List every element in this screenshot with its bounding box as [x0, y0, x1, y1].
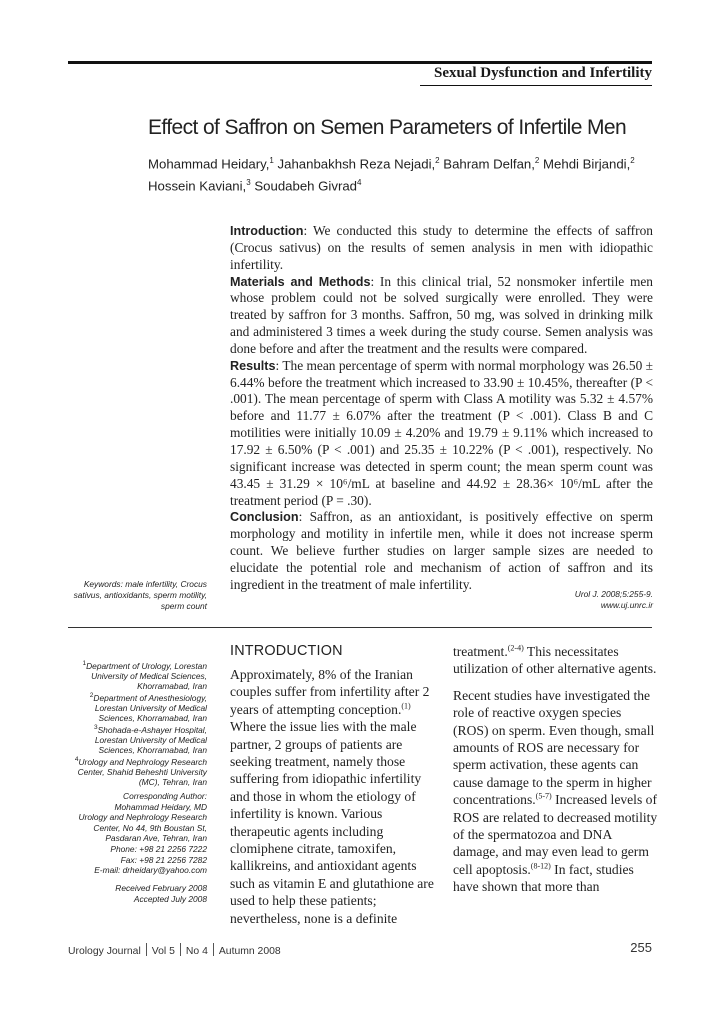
body-text: treatment. [453, 644, 508, 659]
affiliation-text: Shohada-e-Ashayer Hospital, Lorestan University of Medical Sciences, Khorramabad, Iran [94, 724, 207, 756]
affiliation-number: 4 [74, 756, 79, 764]
abstract-heading: Conclusion [230, 510, 299, 525]
article-title: Effect of Saffron on Semen Parameters of Infertile Men [148, 116, 627, 139]
abstract-heading: Introduction [230, 224, 304, 238]
corresponding-line: Phone: +98 21 2256 7222 [110, 843, 207, 854]
body-column-left [230, 666, 435, 927]
affiliation-number: 3 [93, 724, 98, 732]
footer-journal: Urology Journal [68, 946, 141, 957]
body-column-right [453, 643, 658, 896]
abstract-text: : The mean percentage of sperm with normal morphology was 26.50 ± 6.44% before the treatment which increased to 33.90 ± 10.45%, thereafter (P < .001). The mean percentage of sperm with Class A motility was 5.32 ± 4.57% before and 11.77 ± 6.07% after the treatment (P < .001). Class B and C motilities were initially 10.09 ± 4.20% and 19.79 ± 9.11% which increased to 17.92 ± 6.50% (P < .001) and 25.35 ± 10.22% (P < .001), respectively. No significant increase was detected in sperm count; the mean sperm count was 43.45 ± 31.29 × 10⁶/mL at baseline and 44.92 ± 28.36× 10⁶/mL after the treatment period (P = .30). [230, 357, 653, 508]
author: Jahanbakhsh Reza Nejadi, [277, 156, 436, 172]
citation [460, 589, 653, 611]
corresponding-line: Corresponding Author: [123, 791, 207, 801]
body-text: In fact, studies have shown that more than [453, 861, 634, 895]
abstract-introduction [230, 223, 653, 274]
author: Hossein Kaviani, [148, 178, 247, 194]
author-affiliation-mark: 2 [534, 156, 540, 165]
affiliation-text: Department of Anesthesiology, Lorestan University of Medical Sciences, Khorramabad, Iran [93, 692, 207, 724]
section-label: Sexual Dysfunction and Infertility [434, 65, 652, 81]
author-affiliation-mark: 2 [630, 156, 635, 165]
corresponding-email[interactable]: E-mail: drheidary@yahoo.com [94, 865, 207, 876]
abstract-heading: Materials and Methods [230, 274, 371, 289]
affiliations [68, 659, 207, 787]
corresponding-line: Mohammad Heidary, MD [114, 801, 207, 812]
citation-ref[interactable]: (1) [401, 701, 411, 711]
abstract-methods [230, 274, 653, 358]
introduction-heading: INTRODUCTION [230, 643, 343, 659]
corresponding-line: Urology and Nephrology Research [78, 812, 207, 823]
affiliation-number: 2 [89, 692, 94, 700]
citation-ref[interactable]: (5-7) [535, 791, 552, 801]
article-dates [68, 883, 207, 905]
affiliation-item [68, 755, 207, 787]
footer-number: No 4 [185, 946, 208, 957]
body-paragraph [230, 666, 435, 927]
affiliation-text: Department of Urology, Lorestan University of Medical Sciences, Khorramabad, Iran [86, 660, 207, 691]
citation-ref[interactable]: (8-12) [530, 861, 551, 871]
author: Soudabeh Givrad [254, 178, 358, 194]
body-text: Increased levels of ROS are related to decreased motility of the spermatozoa and DNA damage, and may even lead to germ cell apoptosis. [453, 792, 658, 877]
body-text: Where the issue lies with the male partner, 2 groups of patients are seeking treatment, namely those suffering from idiopathic infertility and those in whom the etiology of infertility is known. Various therapeutic agents including clomiphene citrate, tamoxifen, kallikreins, and antioxidant agents such as vitamin E and glutathione are used to help these patients; nevertheless, none is a definite [230, 719, 434, 926]
author-affiliation-mark: 2 [435, 156, 440, 165]
affiliation-item [68, 691, 207, 723]
affiliation-item [68, 723, 207, 755]
page-number: 255 [630, 940, 652, 955]
citation-reference: Urol J. 2008;5:255-9. [574, 589, 653, 599]
body-paragraph [453, 643, 658, 678]
abstract-text: : We conducted this study to determine the effects of saffron (Crocus sativus) on the results of semen analysis in men with idiopathic infertility. [230, 223, 653, 272]
abstract-text: : Saffron, as an antioxidant, is positively effective on sperm morphology and motility in infertile men, while it does not increase sperm count. We believe further studies on larger sample sizes are needed to elucidate the potential role and mechanism of action of saffron and its ingredient in the treatment of male infertility. [230, 509, 653, 592]
affiliation-text: Urology and Nephrology Research Center, Shahid Beheshti University (MC), Tehran, Iran [77, 757, 207, 788]
section-divider [68, 627, 652, 628]
author-list [148, 151, 668, 196]
abstract [230, 223, 653, 594]
footer-volume: Vol 5 [151, 946, 175, 957]
body-text: Approximately, 8% of the Iranian couples suffer from infertility after 2 years of attempting conception. [230, 667, 430, 717]
footer-separator [213, 943, 214, 956]
journal-url-link[interactable]: www.uj.unrc.ir [600, 600, 653, 610]
corresponding-line: Center, No 44, 9th Boustan St, [93, 822, 207, 833]
corresponding-author [68, 791, 207, 876]
footer-issue: Autumn 2008 [218, 946, 281, 957]
citation-ref[interactable]: (2-4) [507, 643, 524, 653]
keywords: Keywords: male infertility, Crocus sativus, antioxidants, sperm motility, sperm count [73, 579, 207, 611]
footer-separator [146, 943, 147, 956]
author: Bahram Delfan, [443, 156, 535, 172]
abstract-results [230, 358, 653, 510]
affiliation-number: 1 [82, 660, 87, 667]
top-rule [68, 61, 652, 64]
author-affiliation-mark: 3 [246, 178, 251, 188]
body-text: This necessitates utilization of other alternative agents. [453, 644, 657, 677]
body-text: Recent studies have investigated the role of reactive oxygen species (ROS) on sperm. Even though, small amounts of ROS are necessary for sperm activation, these agents can cause damage to the sperm in higher concentrations. [453, 687, 655, 808]
page-footer [68, 943, 281, 957]
author-affiliation-mark: 4 [357, 178, 362, 188]
abstract-text: : In this clinical trial, 52 nonsmoker infertile men whose problem could not be solved surgically were enrolled. They were treated by saffron for 3 months. Saffron, 50 mg, was solved in drinking milk and administered 3 times a week during the study course. Semen analysis was done before and after the treatment and the results were compared. [230, 273, 654, 356]
abstract-heading: Results [230, 358, 276, 373]
abstract-conclusion [230, 509, 653, 593]
section-rule [420, 85, 652, 86]
accepted-date: Accepted July 2008 [133, 893, 207, 904]
author: Mehdi Birjandi, [543, 156, 631, 172]
author: Mohammad Heidary, [148, 156, 270, 172]
corresponding-line: Fax: +98 21 2256 7282 [120, 854, 207, 865]
affiliation-item [68, 659, 207, 691]
author-affiliation-mark: 1 [269, 156, 274, 165]
body-paragraph [453, 687, 658, 896]
received-date: Received February 2008 [115, 883, 207, 893]
footer-separator [180, 943, 181, 956]
corresponding-line: Pasdaran Ave, Tehran, Iran [105, 833, 207, 844]
